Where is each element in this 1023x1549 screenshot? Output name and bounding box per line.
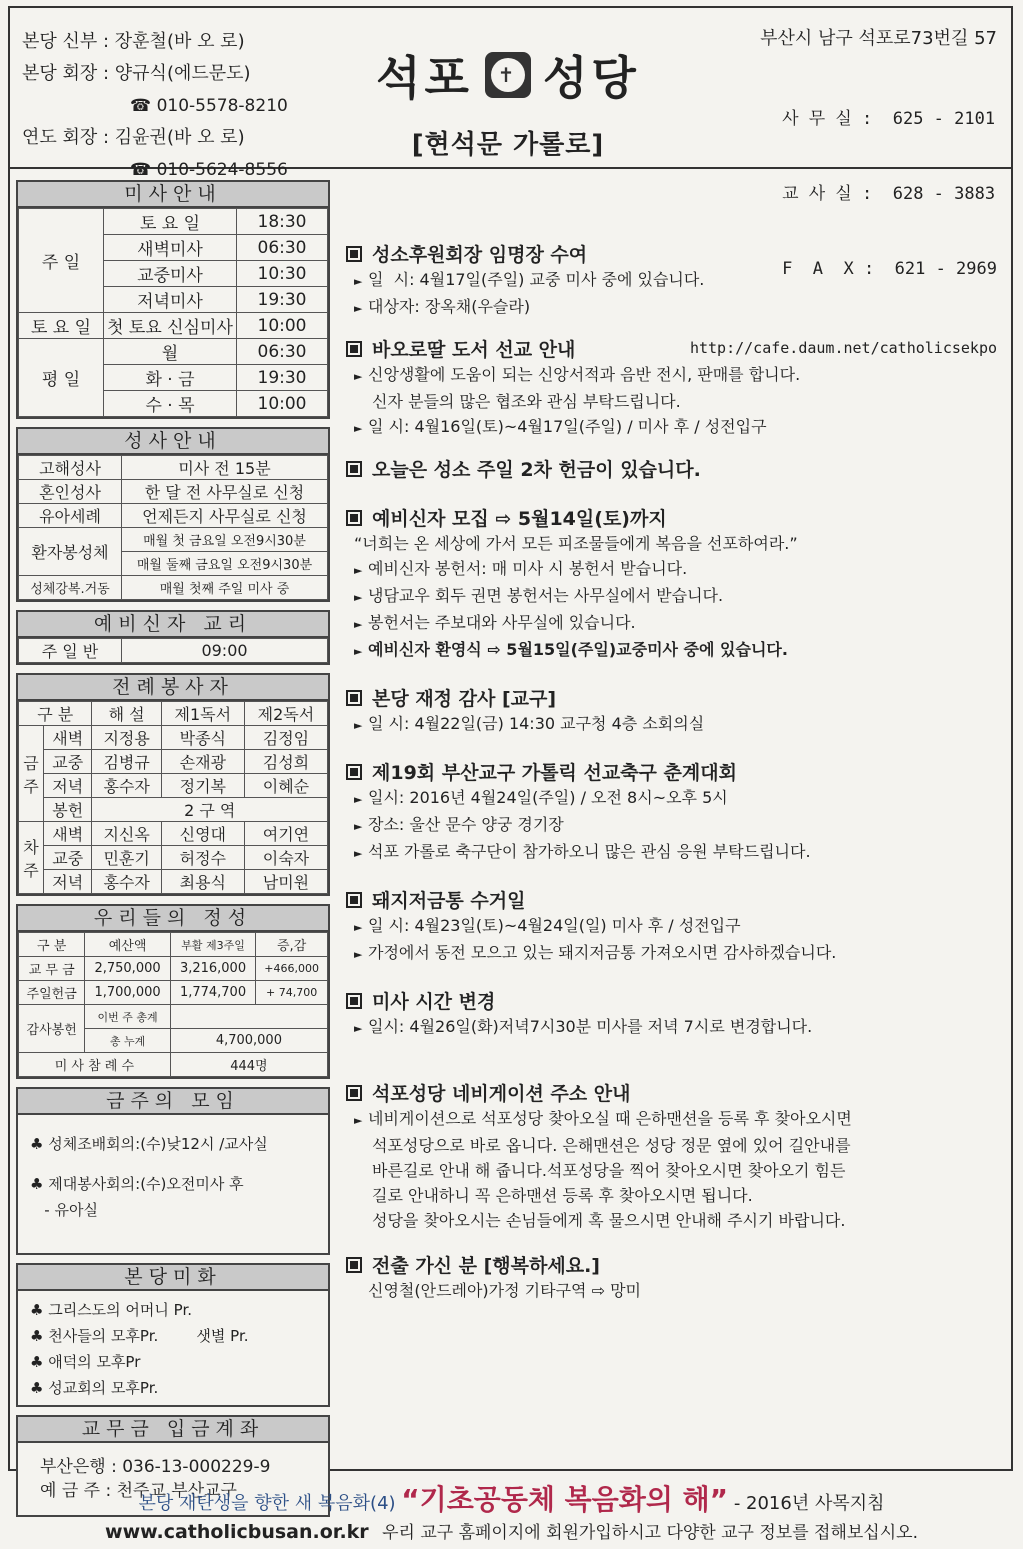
notice-continuation: 석포성당으로 바로 옵니다. 은해맨션은 성당 정문 옆에 있어 길안내를	[372, 1136, 851, 1155]
notice-line: 일 시: 4월17일(주일) 교중 미사 중에 있습니다.	[368, 270, 705, 289]
teacher-room-phone: 교 사 실 : 628 - 3883	[782, 184, 996, 204]
church-address: 부산시 남구 석포로73번길 57	[760, 28, 997, 49]
mass-name: 저녁미사	[104, 287, 237, 313]
bullet-square-icon	[346, 690, 362, 706]
liturgy-cell: 민훈기	[92, 846, 161, 870]
thanks-offering-label: 감사봉헌	[19, 1005, 85, 1053]
bullet-square-icon	[346, 993, 362, 1009]
arrow-right-icon: ►	[354, 422, 363, 435]
liturgy-cell: 신영대	[161, 822, 244, 846]
notice-line: 석포 가롤로 축구단이 참가하오니 많은 관심 응원 부탁드립니다.	[368, 842, 811, 861]
notice-continuation: 성당을 찾아오시는 손님들에게 혹 물으시면 안내해 주시기 바랍니다.	[372, 1211, 846, 1230]
finance-cell: 교 무 금	[19, 957, 85, 981]
office-phone: 사 무 실 : 625 - 2101	[782, 109, 996, 129]
notice-line: 네비게이션으로 석포성당 찾아오실 때 은하맨션을 등록 후 찾아오시면	[368, 1109, 852, 1128]
arrow-right-icon: ►	[354, 1022, 363, 1035]
finance-cell: 주일헌금	[19, 981, 85, 1005]
finance-table	[18, 932, 328, 1077]
flower-box	[16, 1263, 330, 1407]
notice-continuation: 신자 분들의 많은 협조와 관심 부탁드립니다.	[372, 392, 681, 411]
offering-label: 봉헌	[44, 798, 92, 822]
liturgy-title: 전례봉사자	[18, 675, 328, 701]
sacrament-title: 성사안내	[18, 429, 328, 455]
arrow-right-icon: ►	[354, 302, 363, 315]
notice-continuation: 길로 안내하니 꼭 은하맨션 등록 후 찾아오시면 됩니다.	[372, 1186, 753, 1205]
liturgy-cell: 지정용	[92, 726, 161, 750]
notices-column	[346, 240, 996, 1317]
finance-header: 구 분	[19, 933, 85, 957]
flower-body	[18, 1291, 328, 1405]
notice-title: 제19회 부산교구 가톨릭 선교축구 춘계대회	[372, 762, 737, 784]
mass-time: 19:30	[237, 365, 328, 391]
adoration-label: 성체강복.거동	[19, 576, 122, 600]
footer-message: 우리 교구 홈페이지에 회원가입하시고 다양한 교구 정보를 접해보십시오.	[382, 1523, 918, 1543]
church-logo-icon: ✝	[485, 52, 531, 98]
liturgy-cell: 이숙자	[244, 846, 327, 870]
finance-cell: + 74,700	[256, 981, 328, 1005]
notice-line: 일 시: 4월22일(금) 14:30 교구청 4층 소회의실	[368, 714, 705, 733]
president-line: 본당 회장 : 양규식(에드문도)	[22, 63, 251, 84]
mass-time: 06:30	[237, 235, 328, 261]
liturgy-cell: 허정수	[161, 846, 244, 870]
sunday-label: 주 일	[19, 209, 104, 313]
diocese-url-link[interactable]: www.catholicbusan.or.kr	[105, 1521, 369, 1543]
notice-section	[346, 455, 996, 482]
bullet-square-icon	[346, 892, 362, 908]
sacrament-name: 고해성사	[19, 456, 122, 480]
liturgy-cell: 교중	[44, 750, 92, 774]
meeting-item: ♣ 제대봉사회의:(수)오전미사 후 - 유아실	[30, 1175, 244, 1219]
this-week-label: 금주	[19, 726, 44, 822]
notice-section	[346, 758, 996, 866]
mass-name: 수 · 목	[104, 391, 237, 417]
sacrament-value: 미사 전 15분	[122, 456, 328, 480]
church-name	[363, 42, 653, 108]
notice-title: 미사 시간 변경	[372, 991, 496, 1013]
sacrament-name: 혼인성사	[19, 480, 122, 504]
flower-item: ♣ 천사들의 모후Pr. 샛별 Pr.	[30, 1327, 249, 1345]
sick-communion-second: 매월 둘째 금요일 오전9시30분	[122, 552, 328, 576]
weekday-label: 평 일	[19, 339, 104, 417]
saturday-label: 토 요 일	[19, 313, 104, 339]
arrow-right-icon: ►	[354, 921, 363, 934]
mass-schedule-title: 미사안내	[18, 182, 328, 208]
notice-section	[346, 987, 996, 1041]
finance-box	[16, 904, 330, 1079]
left-column	[16, 180, 330, 1525]
notice-plain: 신영철(안드레아)가정 기타구역 ⇨ 망미	[368, 1281, 641, 1300]
arrow-right-icon: ►	[354, 820, 363, 833]
mass-time: 10:00	[237, 391, 328, 417]
liturgy-cell: 최용식	[161, 870, 244, 894]
flower-item: ♣ 그리스도의 어머니 Pr.	[30, 1301, 193, 1319]
finance-cell: 1,774,700	[170, 981, 255, 1005]
church-title-block	[363, 42, 653, 161]
finance-cell: 2,750,000	[85, 957, 170, 981]
notice-section	[346, 1079, 996, 1233]
liturgy-cell: 홍수자	[92, 870, 161, 894]
catechumen-class-label: 주 일 반	[19, 639, 122, 663]
thanks-total-label: 총 누계	[85, 1029, 170, 1053]
notice-line: 봉헌서는 주보대와 사무실에 있습니다.	[368, 613, 636, 632]
liturgy-cell: 새벽	[44, 822, 92, 846]
catechumen-time: 09:00	[122, 639, 328, 663]
notice-line: 예비신자 봉헌서: 매 미사 시 봉헌서 받습니다.	[368, 559, 688, 578]
finance-title: 우리들의 정성	[18, 906, 328, 932]
church-name-left: 석포	[376, 51, 473, 105]
thanks-week-label: 이번 주 총계	[85, 1005, 170, 1029]
mass-name: 월	[104, 339, 237, 365]
offering-value: 2 구 역	[92, 798, 328, 822]
union-president-phone: ☎ 010-5624-8556	[130, 160, 288, 180]
footer-tail: - 2016년 사목지침	[733, 1493, 885, 1514]
finance-header: 예산액	[85, 933, 170, 957]
notice-section	[346, 335, 996, 441]
notice-line: 장소: 울산 문수 양궁 경기장	[368, 815, 564, 834]
bullet-square-icon	[346, 461, 362, 477]
liturgy-cell: 홍수자	[92, 774, 161, 798]
mass-name: 새벽미사	[104, 235, 237, 261]
attendance-value: 444명	[170, 1053, 327, 1077]
arrow-right-icon: ►	[354, 564, 363, 577]
liturgy-cell: 교중	[44, 846, 92, 870]
sacrament-box	[16, 427, 330, 602]
attendance-label: 미 사 참 례 수	[19, 1053, 171, 1077]
finance-header: 증,감	[256, 933, 328, 957]
liturgy-cell: 지신옥	[92, 822, 161, 846]
thanks-week-value	[170, 1005, 327, 1029]
bullet-square-icon	[346, 341, 362, 357]
footer-lead: 본당 재탄생을 향한 새 복음화(4)	[138, 1493, 396, 1514]
footer-slogan	[0, 1478, 1023, 1518]
liturgy-cell: 남미원	[244, 870, 327, 894]
notice-title: 오늘은 성소 주일 2차 헌금이 있습니다.	[372, 459, 701, 481]
catechumen-title: 예비신자 교리	[18, 612, 328, 638]
flower-item: ♣ 성교회의 모후Pr.	[30, 1379, 159, 1397]
notice-line: 신앙생활에 도움이 되는 신앙서적과 음반 전시, 판매를 합니다.	[368, 365, 801, 384]
liturgy-cell: 이혜순	[244, 774, 327, 798]
catechumen-table	[18, 638, 328, 663]
sacrament-value: 한 달 전 사무실로 신청	[122, 480, 328, 504]
sacrament-name: 유아세례	[19, 504, 122, 528]
liturgy-cell: 새벽	[44, 726, 92, 750]
sacrament-table	[18, 455, 328, 600]
bullet-square-icon	[346, 246, 362, 262]
liturgy-cell: 저녁	[44, 870, 92, 894]
arrow-right-icon: ►	[354, 275, 363, 288]
next-week-label: 차주	[19, 822, 44, 894]
finance-header: 부활 제3주일	[170, 933, 255, 957]
liturgy-header: 구 분	[19, 702, 92, 726]
mass-time: 18:30	[237, 209, 328, 235]
meeting-title: 금주의 모임	[18, 1089, 328, 1115]
notice-section	[346, 684, 996, 738]
liturgy-header: 제2독서	[244, 702, 327, 726]
liturgy-cell: 저녁	[44, 774, 92, 798]
notice-continuation: 바른길로 안내 해 줍니다.석포성당을 찍어 찾아오시면 찾아오기 힘든	[372, 1161, 846, 1180]
notice-quote: “너희는 온 세상에 가서 모든 피조물들에게 복음을 선포하여라.”	[354, 534, 798, 553]
bullet-square-icon	[346, 1257, 362, 1273]
arrow-right-icon: ►	[354, 370, 363, 383]
liturgy-cell: 김병규	[92, 750, 161, 774]
notice-line: 일 시: 4월16일(토)~4월17일(주일) / 미사 후 / 성전입구	[368, 417, 767, 436]
account-holder: 예 금 주 : 천주교 부산교구	[40, 1481, 237, 1501]
notice-title: 돼지저금통 수거일	[372, 890, 526, 912]
notice-line: 일시: 4월26일(화)저녁7시30분 미사를 저녁 7시로 변경합니다.	[368, 1017, 813, 1036]
meeting-box	[16, 1087, 330, 1255]
liturgy-table	[18, 701, 328, 894]
pastor-line: 본당 신부 : 장훈철(바 오 로)	[22, 31, 245, 52]
sacrament-value: 언제든지 사무실로 신청	[122, 504, 328, 528]
mass-name: 화 · 금	[104, 365, 237, 391]
adoration-value: 매월 첫째 주일 미사 중	[122, 576, 328, 600]
finance-cell: 3,216,000	[170, 957, 255, 981]
liturgy-cell: 여기연	[244, 822, 327, 846]
notice-title: 바오로딸 도서 선교 안내	[372, 339, 576, 361]
mass-schedule-box	[16, 180, 330, 419]
notice-line: 예비신자 환영식 ⇨ 5월15일(주일)교중미사 중에 있습니다.	[368, 640, 788, 659]
notice-title: 본당 재정 감사 [교구]	[372, 688, 557, 710]
liturgy-header: 제1독서	[161, 702, 244, 726]
account-title: 교무금 입금계좌	[18, 1417, 328, 1443]
bullet-square-icon	[346, 764, 362, 780]
flower-title: 본당미화	[18, 1265, 328, 1291]
arrow-right-icon: ►	[354, 719, 363, 732]
president-phone: ☎ 010-5578-8210	[130, 96, 288, 116]
notice-line: 가정에서 동전 모으고 있는 돼지저금통 가져오시면 감사하겠습니다.	[368, 943, 837, 962]
liturgy-cell: 손재광	[161, 750, 244, 774]
mass-name: 첫 토요 신심미사	[104, 313, 237, 339]
arrow-right-icon: ►	[354, 591, 363, 604]
liturgy-cell: 김성희	[244, 750, 327, 774]
sick-communion-label: 환자봉성체	[19, 528, 122, 576]
liturgy-box	[16, 673, 330, 896]
flower-item: ♣ 애덕의 모후Pr	[30, 1353, 141, 1371]
notice-line: 냉담교우 회두 권면 봉헌서는 사무실에서 받습니다.	[368, 586, 724, 605]
meeting-item: ♣ 성체조배회의:(수)낮12시 /교사실	[30, 1135, 268, 1153]
notice-section	[346, 1251, 996, 1303]
meeting-body	[18, 1115, 328, 1253]
liturgy-cell: 김정임	[244, 726, 327, 750]
mass-time: 06:30	[237, 339, 328, 365]
arrow-right-icon: ►	[354, 1114, 363, 1127]
liturgy-cell: 정기복	[161, 774, 244, 798]
mass-name: 토 요 일	[104, 209, 237, 235]
mass-time: 10:30	[237, 261, 328, 287]
finance-cell: 1,700,000	[85, 981, 170, 1005]
bullet-square-icon	[346, 1085, 362, 1101]
header-staff	[22, 26, 288, 186]
cafe-url-link[interactable]: http://cafe.daum.net/catholicsekpo	[689, 339, 997, 357]
thanks-total-value: 4,700,000	[170, 1029, 327, 1053]
notice-line: 대상자: 장옥채(우슬라)	[368, 297, 531, 316]
sick-communion-first: 매월 첫 금요일 오전9시30분	[122, 528, 328, 552]
notice-title: 석포성당 네비게이션 주소 안내	[372, 1083, 631, 1105]
mass-schedule-table	[18, 208, 328, 417]
notice-line: 일시: 2016년 4월24일(주일) / 오전 8시~오후 5시	[368, 788, 728, 807]
mass-time: 10:00	[237, 313, 328, 339]
church-name-right: 성당	[543, 51, 640, 105]
notice-line: 일 시: 4월23일(토)~4월24일(일) 미사 후 / 성전입구	[368, 916, 741, 935]
patron-saint: [현석문 가롤로]	[411, 130, 605, 160]
arrow-right-icon: ►	[354, 948, 363, 961]
finance-cell: +466,000	[256, 957, 328, 981]
arrow-right-icon: ►	[354, 618, 363, 631]
mass-name: 교중미사	[104, 261, 237, 287]
union-president-line: 연도 회장 : 김윤권(바 오 로)	[22, 127, 245, 148]
notice-section	[346, 886, 996, 967]
arrow-right-icon: ►	[354, 847, 363, 860]
footer-website	[0, 1518, 1023, 1543]
notice-section	[346, 240, 996, 321]
notice-title: 성소후원회장 임명장 수여	[372, 244, 588, 266]
arrow-right-icon: ►	[354, 793, 363, 806]
notice-section	[346, 504, 996, 664]
bullet-square-icon	[346, 510, 362, 526]
fax-number: F A X : 621 - 2969	[782, 259, 997, 279]
bank-account: 부산은행 : 036-13-000229-9	[40, 1457, 271, 1477]
notice-title: 예비신자 모집 ⇨ 5월14일(토)까지	[372, 508, 667, 530]
liturgy-header: 해 설	[92, 702, 161, 726]
footer-motto: “기초공동체 복음화의 해”	[401, 1483, 729, 1516]
mass-time: 19:30	[237, 287, 328, 313]
catechumen-box	[16, 610, 330, 665]
liturgy-cell: 박종식	[161, 726, 244, 750]
notice-title: 전출 가신 분 [행복하세요.]	[372, 1255, 600, 1277]
arrow-right-icon: ►	[354, 645, 363, 658]
